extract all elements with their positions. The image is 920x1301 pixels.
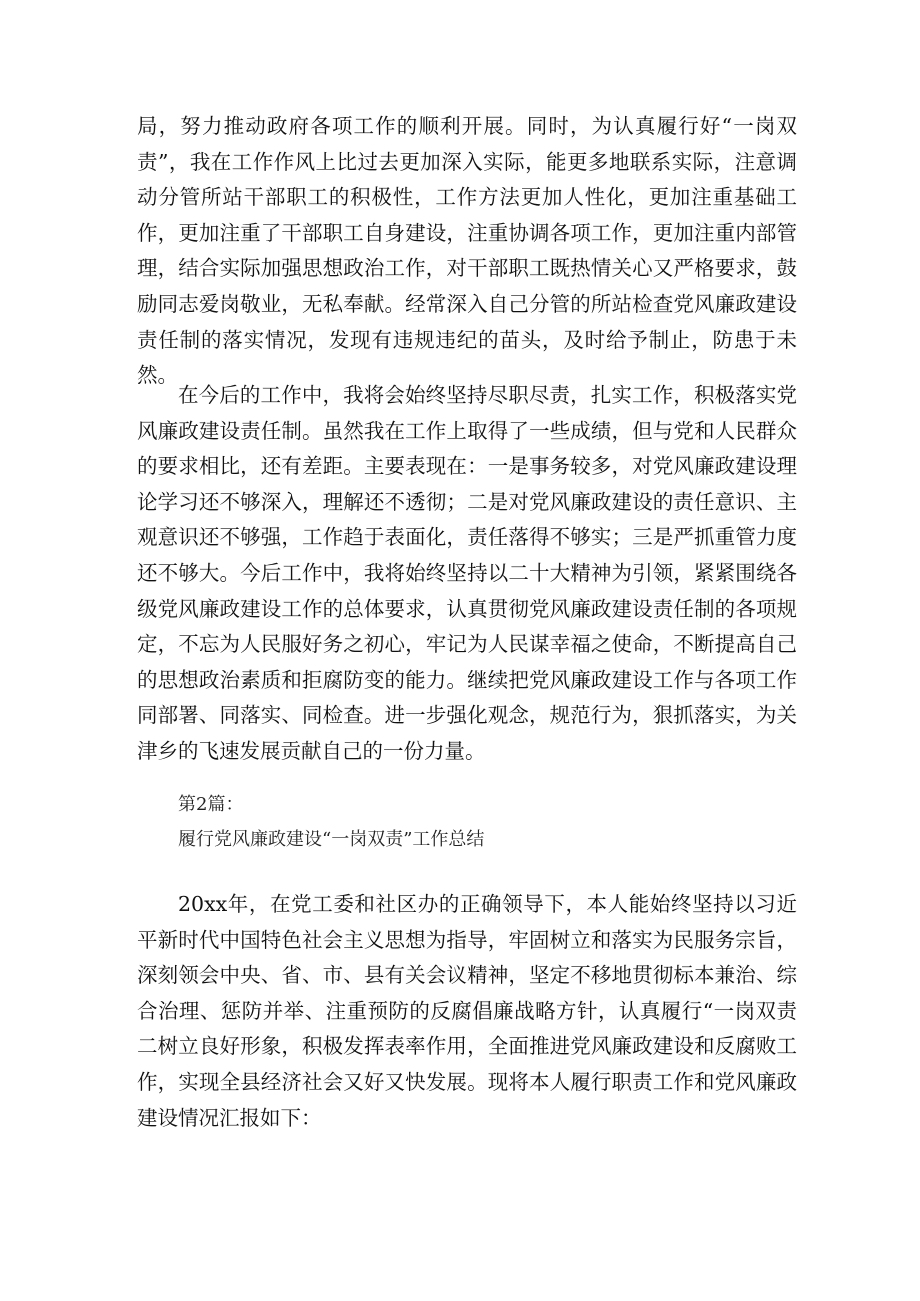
body-paragraph-future-work: 在今后的工作中，我将会始终坚持尽职尽责，扎实工作，积极落实党风廉政建设责任制。虽然我在工作上取得了一些成绩，但与党和人民群众的要求相比，还有差距。主要表现在：一是事务较多，对党风廉政建设理论学习还不够深入，理解还不透彻；二是对党风廉政建设的责任意识、主观意识还不够强，工作趋于表面化，责任落得不够实；三是严抓重管力度还不够大。今后工作中，我将始终坚持以二十大精神为引领，紧紧围绕各级党风廉政建设工作的总体要求，认真贯彻党风廉政建设责任制的各项规定，不忘为人民服好务之初心，牢记为人民谋幸福之使命，不断提高自己的思想政治素质和拒腐防变的能力。继续把党风廉政建设工作与各项工作同部署、同落实、同检查。进一步强化观念，规范行为，狠抓落实，为关津乡的飞速发展贡献自己的一份力量。 xyxy=(137,383,797,763)
section-title: 履行党风廉政建设“一岗双责”工作总结 xyxy=(178,829,485,850)
intro-paragraph: 20xx年，在党工委和社区办的正确领导下，本人能始终坚持以习近平新时代中国特色社会主义思想为指导，牢固树立和落实为民服务宗旨，深刻领会中央、省、市、县有关会议精神，坚定不移地贯彻标本兼治、综合治理、惩防并举、注重预防的反腐倡廉战略方针，认真履行“一岗双责二树立良好形象，积极发挥表率作用，全面推进党风廉政建设和反腐败工作，实现全县经济社会又好又快发展。现将本人履行职责工作和党风廉政建设情况汇报如下： xyxy=(137,892,797,1130)
section-label: 第2篇： xyxy=(178,794,244,815)
body-paragraph-continued: 局，努力推动政府各项工作的顺利开展。同时，为认真履行好“一岗双责”，我在工作作风上比过去更加深入实际，能更多地联系实际，注意调动分管所站干部职工的积极性，工作方法更加人性化，更加注重基础工作，更加注重了干部职工自身建设，注重协调各项工作，更加注重内部管理，结合实际加强思想政治工作，对干部职工既热情关心又严格要求，鼓励同志爱岗敬业，无私奉献。经常深入自己分管的所站检查党风廉政建设责任制的落实情况，发现有违规违纪的苗头，及时给予制止，防患于未然。 xyxy=(137,114,797,388)
